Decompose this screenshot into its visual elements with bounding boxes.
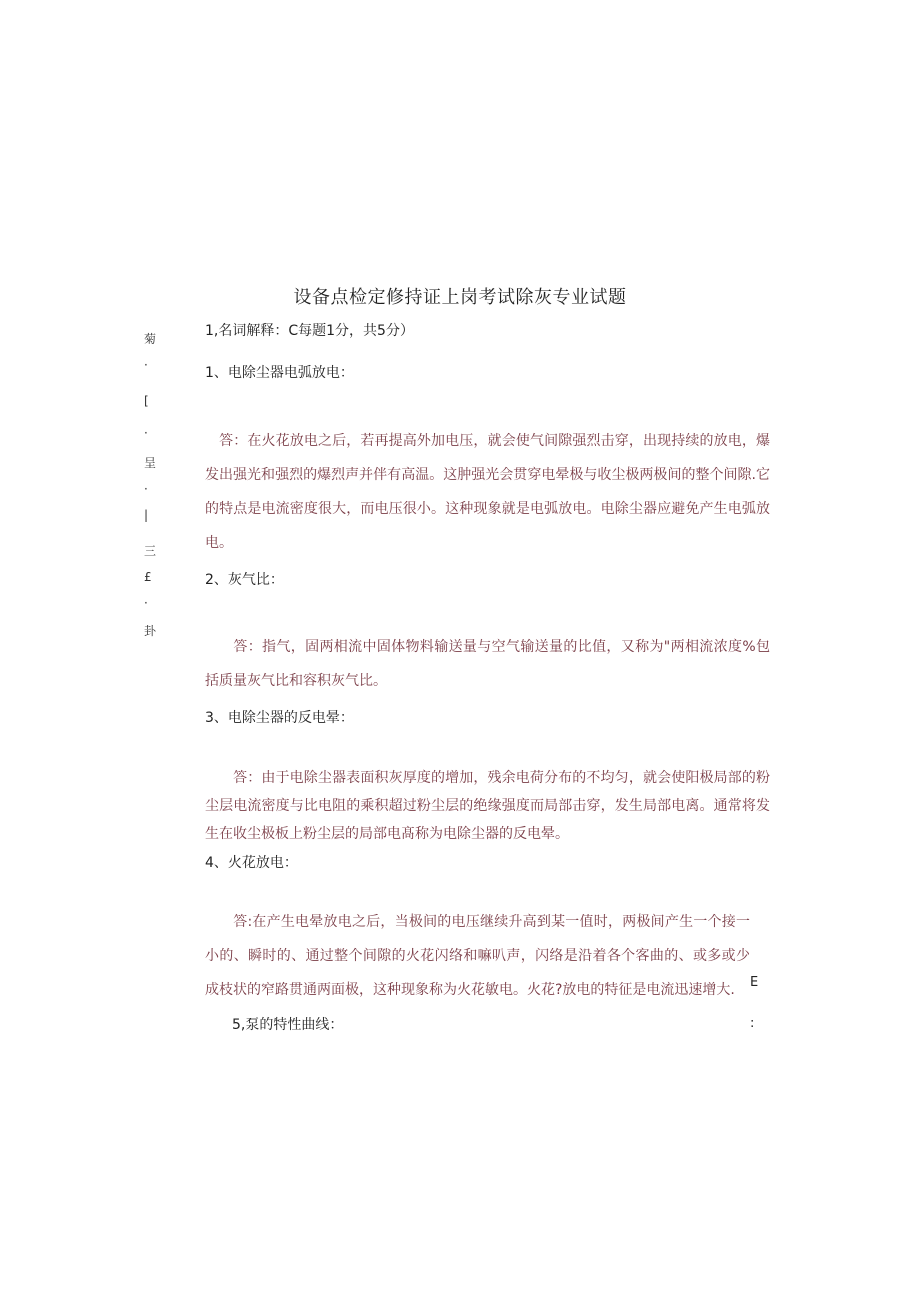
stray-mark-e: E bbox=[750, 975, 759, 990]
question-1-label: 1、电除尘器电弧放电： bbox=[205, 365, 354, 381]
margin-mark: 呈 bbox=[144, 456, 157, 470]
answer-text: 答：由于电除尘器表面积灰厚度的增加，残余电荷分布的不均匀，就会使阳极局部的粉尘层电流密度与比电阻的乘积超过粉尘层的绝缘强度而局部击穿，发生局部电离。通常将发生在收尘极板上粉尘层的局部电髙称为电除尘器的反电晕。 bbox=[205, 770, 770, 842]
question-1-answer bbox=[205, 424, 770, 560]
question-3-answer bbox=[205, 764, 770, 848]
margin-mark: 菊 bbox=[144, 332, 157, 346]
answer-text: 答：指气，固两相流中固体物料输送量与空气输送量的比值，又称为"两相流浓度%包括质量灰气比和容积灰气比。 bbox=[205, 639, 770, 689]
answer-text: 答:在产生电晕放电之后，当极间的电压继续升高到某一值时，两极间产生一个接一小的、瞬时的、通过整个间隙的火花闪络和嘛叭声，闪络是沿着各个客曲的、或多或少成枝状的窄路贯通两面极，这种现象称为火花敏电。火花?放电的特征是电流迅速增大. bbox=[205, 914, 750, 998]
section-heading: 1,名词解释：C每题1分，共5分） bbox=[205, 323, 414, 339]
question-3-label: 3、电除尘器的反电晕： bbox=[205, 710, 354, 726]
margin-mark: £ bbox=[144, 570, 152, 584]
left-margin-marks bbox=[144, 330, 157, 650]
margin-mark: · bbox=[144, 596, 148, 610]
document-title: 设备点检定修持证上岗考试除灰专业试题 bbox=[293, 287, 627, 308]
margin-mark: 卦 bbox=[144, 624, 157, 638]
question-2-answer bbox=[205, 630, 770, 698]
margin-mark: | bbox=[144, 508, 149, 522]
question-2-label: 2、灰气比： bbox=[205, 572, 284, 588]
margin-mark: · bbox=[144, 358, 148, 372]
margin-mark: · bbox=[144, 426, 148, 440]
margin-mark: 三 bbox=[144, 544, 157, 558]
question-4-label: 4、火花放电： bbox=[205, 855, 298, 871]
margin-mark: [ bbox=[144, 394, 149, 408]
question-5-label: 5,泵的特性曲线： bbox=[232, 1017, 344, 1033]
answer-text: 答：在火花放电之后，若再提高外加电压，就会使气间隙强烈击穿，出现持续的放电，爆发出强光和强烈的爆烈声并伴有高温。这肿强光会贯穿电晕极与收尘极两极间的整个间隙.它的特点是电流密度很大，而电压很小。这种现象就是电弧放电。电除尘器应避免产生电弧放电。 bbox=[205, 433, 770, 551]
question-4-answer bbox=[205, 905, 750, 1007]
stray-mark-colon: : bbox=[750, 1016, 755, 1031]
margin-mark: · bbox=[144, 482, 148, 496]
